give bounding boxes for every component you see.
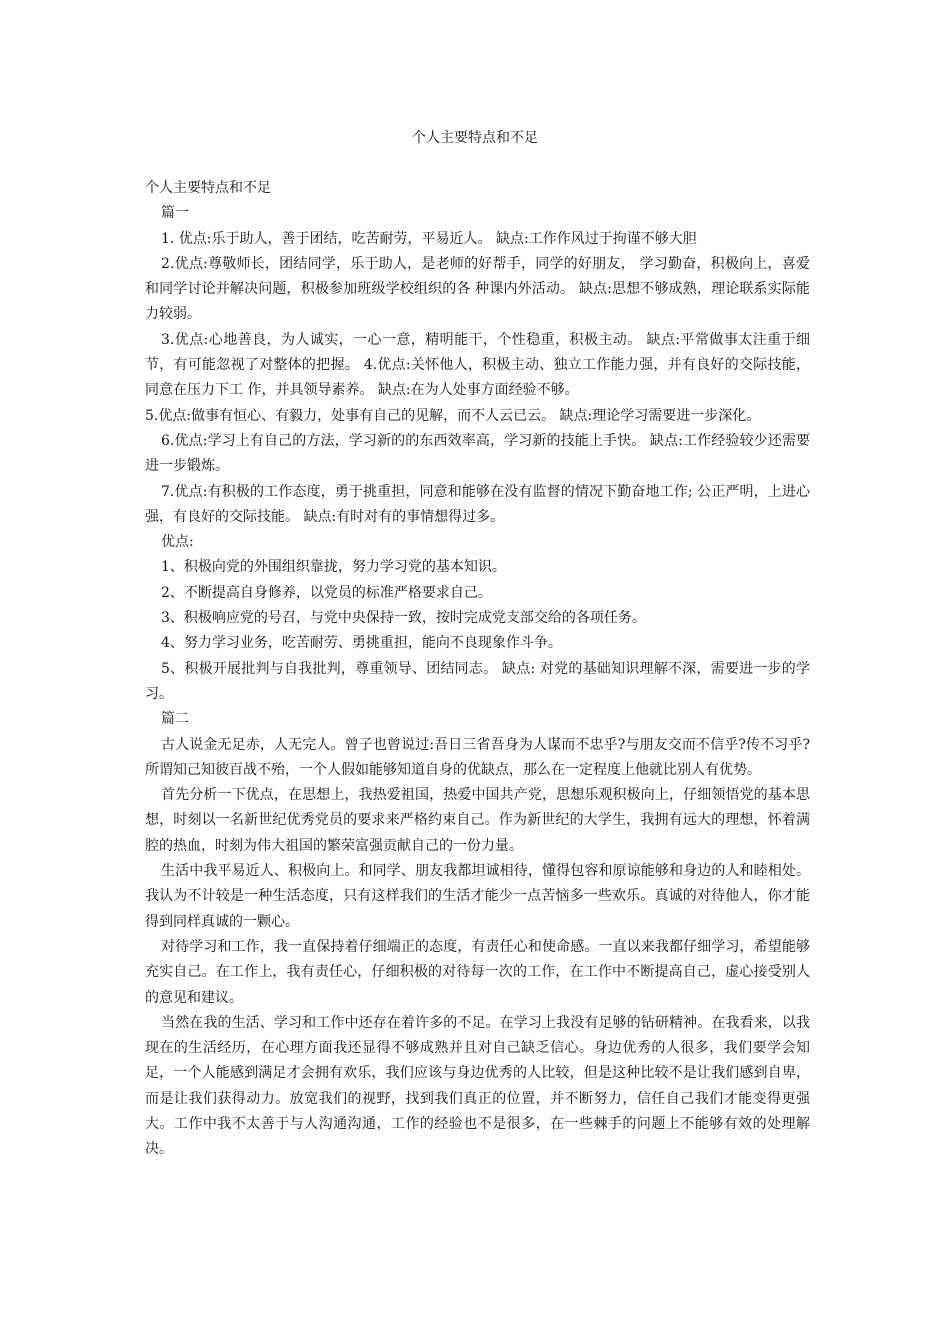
paragraph: 7.优点:有积极的工作态度，勇于挑重担，同意和能够在没有监督的情况下勤奋地工作; 公正严明，上进心强，有良好的交际技能。 缺点:有时对有的事情想得过多。	[145, 483, 810, 525]
paragraph: 2.优点:尊敬师长，团结同学，乐于助人，是老师的好帮手，同学的好朋友， 学习勤奋，积极向上，喜爱和同学讨论并解决问题，积极参加班级学校组织的各 种课内外活动。 缺点:思想不够成熟，理论联系实际能力较弱。	[145, 255, 810, 323]
paragraph: 首先分析一下优点，在思想上，我热爱祖国，热爱中国共产党，思想乐观积极向上，仔细领悟党的基本思想，时刻以一名新世纪优秀党员的要求来严格约束自己。作为新世纪的大学生，我拥有远大的理想，怀着满腔的热血，时刻为伟大祖国的繁荣富强贡献自己的一份力量。	[145, 787, 810, 854]
paragraph: 1. 优点:乐于助人，善于团结，吃苦耐劳，平易近人。 缺点:工作作风过于拘谨不够大胆	[161, 230, 697, 247]
paragraph: 3、积极响应党的号召，与党中央保持一致，按时完成党支部交给的各项任务。	[161, 610, 646, 627]
paragraph: 4、努力学习业务，吃苦耐劳、勇挑重担，能向不良现象作斗争。	[161, 635, 562, 652]
document-heading: 个人主要特点和不足	[145, 180, 271, 196]
page-title: 个人主要特点和不足	[412, 130, 538, 146]
paragraph: 篇一	[161, 205, 189, 222]
paragraph: 篇二	[161, 711, 189, 728]
paragraph: 5.优点:做事有恒心、有毅力，处事有自己的见解，而不人云已云。 缺点:理论学习需要进一步深化。	[145, 407, 761, 424]
paragraph: 6.优点:学习上有自己的方法，学习新的的东西效率高，学习新的技能上手快。 缺点:工作经验较少还需要进一步锻炼。	[145, 432, 810, 475]
paragraph: 1、积极向党的外围组织靠拢，努力学习党的基本知识。	[161, 559, 506, 576]
paragraph: 2、不断提高自身修养，以党员的标准严格要求自己。	[161, 584, 492, 601]
paragraph: 古人说金无足赤，人无完人。曾子也曾说过:吾日三省吾身为人谋而不忠乎?与朋友交而不信乎?传不习乎?所谓知己知彼百战不殆，一个人假如能够知道自身的优缺点，那么在一定程度上他就比别人有优势。	[145, 736, 810, 778]
paragraph: 5、积极开展批判与自我批判，尊重领导、团结同志。 缺点: 对党的基础知识理解不深，需要进一步的学习。	[145, 660, 810, 702]
paragraph: 当然在我的生活、学习和工作中还存在着许多的不足。在学习上我没有足够的钻研精神。在我看来，以我现在的生活经历，在心理方面我还显得不够成熟并且对自己缺乏信心。身边优秀的人很多，我们要学会知足，一个人能感到满足才会拥有欢乐，我们应该与身边优秀的人比较，但是这种比较不是让我们感到自卑，而是让我们获得动力。放宽我们的视野，找到我们真正的位置，并不断努力，信任自己我们才能变得更强大。工作中我不太善于与人沟通沟通，工作的经验也不是很多，在一些棘手的问题上不能够有效的处理解决。	[145, 1014, 810, 1158]
paragraph: 优点:	[161, 534, 194, 551]
paragraph: 生活中我平易近人、积极向上。和同学、朋友我都坦诚相待，懂得包容和原谅能够和身边的人和睦相处。我认为不计较是一种生活态度，只有这样我们的生活才能少一点苦恼多一些欢乐。真诚的对待他人，你才能得到同样真诚的一颗心。	[145, 863, 810, 930]
document-body	[145, 176, 810, 1163]
paragraph: 对待学习和工作，我一直保持着仔细端正的态度，有责任心和使命感。一直以来我都仔细学习，希望能够充实自己。在工作上，我有责任心，仔细积极的对待每一次的工作，在工作中不断提高自己，虚心接受别人的意见和建议。	[145, 938, 810, 1006]
paragraph: 3.优点:心地善良，为人诚实，一心一意，精明能干，个性稳重，积极主动。 缺点:平常做事太注重于细节，有可能忽视了对整体的把握。 4.优点:关怀他人，积极主动、独立工作能力强，并有良好的交际技能，同意在压力下工 作，并具领导素养。 缺点:在为人处事方面经验不够。	[145, 331, 810, 399]
